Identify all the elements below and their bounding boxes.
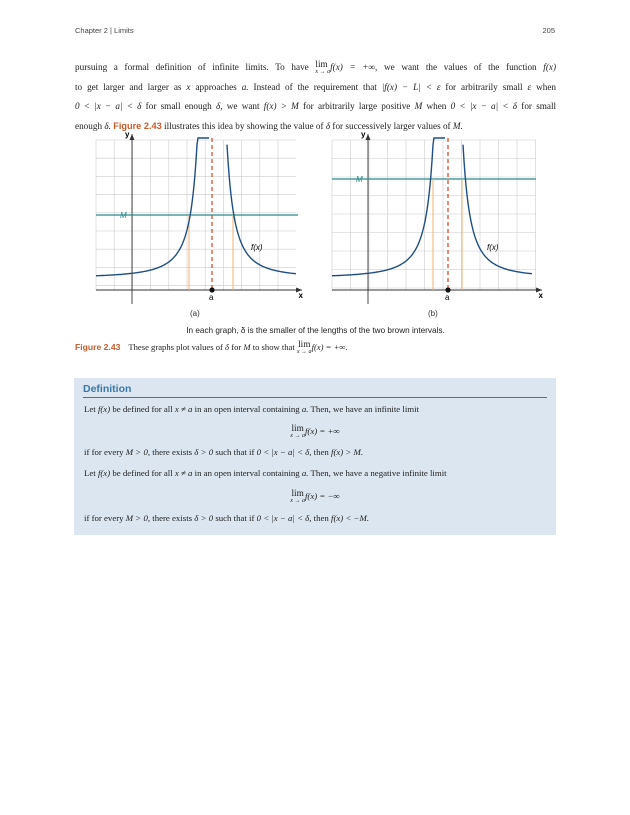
- definition-line-4: if for every M > 0, there exists δ > 0 such that if 0 < |x − a| < δ, then f(x) < −M.: [84, 513, 370, 523]
- y-axis-arrow-icon: [130, 134, 135, 140]
- y-axis-arrow-icon: [366, 134, 371, 140]
- x-axis-label: x: [538, 291, 543, 300]
- M-label: M: [120, 211, 127, 220]
- definition-title: Definition: [83, 383, 132, 395]
- intro-paragraph: [75, 58, 556, 136]
- definition-box: [74, 378, 556, 535]
- figure-caption: Figure 2.43 These graphs plot values of δ for M to show that lim x → a f(x) = +∞.: [75, 339, 348, 355]
- y-axis-label: y: [125, 130, 130, 139]
- limit-notation: lim x → a: [290, 423, 305, 439]
- M-label: M: [356, 175, 363, 184]
- curve-right-branch: [227, 145, 296, 274]
- figure-caption-label: Figure 2.43: [75, 342, 121, 352]
- limit-notation: lim x → a: [296, 339, 312, 355]
- graph-b: [318, 128, 544, 306]
- f-label: f(x): [251, 243, 263, 252]
- intro-line-4: enough δ. Figure 2.43 illustrates this idea by showing the value of δ for successively larger values of M.: [75, 120, 463, 131]
- point-a: [209, 287, 214, 292]
- limit-notation: lim x → a: [315, 59, 331, 75]
- curve-left-branch: [96, 138, 209, 276]
- point-a: [445, 287, 450, 292]
- running-header-chapter: Chapter 2 | Limits: [75, 26, 134, 35]
- curve-right-branch: [463, 145, 532, 274]
- intro-line-1: pursuing a formal definition of infinite limits. To have lim x → a f(x) = +∞, we want the values of the function f(x): [75, 59, 557, 75]
- graph-a-sublabel: (a): [190, 309, 200, 318]
- definition-line-1: Let f(x) be defined for all x ≠ a in an open interval containing a. Then, we have an infinite limit: [84, 404, 420, 414]
- figure-note: In each graph, δ is the smaller of the lengths of the two brown intervals.: [186, 326, 445, 335]
- page-number: 205: [542, 26, 555, 35]
- limit-notation: lim x → a: [290, 488, 305, 504]
- f-label: f(x): [487, 243, 499, 252]
- definition-line-2: if for every M > 0, there exists δ > 0 such that if 0 < |x − a| < δ, then f(x) > M.: [84, 447, 364, 457]
- definition-equation-2: lim x → a f(x) = −∞: [290, 488, 340, 504]
- intro-line-2: to get larger and larger as x approaches a. Instead of the requirement that |f(x) − L| < ε for arbitrarily small ε when: [75, 81, 557, 92]
- definition-line-3: Let f(x) be defined for all x ≠ a in an open interval containing a. Then, we have a negative infinite limit: [84, 468, 447, 478]
- y-axis-label: y: [361, 130, 366, 139]
- definition-rule: [83, 397, 547, 398]
- intro-line-3: 0 < |x − a| < δ for small enough δ, we want f(x) > M for arbitrarily large positive M when 0 < |x − a| < δ for small: [75, 101, 557, 111]
- definition-equation-1: lim x → a f(x) = +∞: [290, 423, 340, 439]
- grid: [332, 140, 536, 290]
- a-label: a: [209, 293, 214, 302]
- graph-a: [82, 128, 304, 306]
- graph-b-sublabel: (b): [428, 309, 438, 318]
- x-axis-label: x: [298, 291, 303, 300]
- a-label: a: [445, 293, 450, 302]
- figure-link[interactable]: Figure 2.43: [113, 120, 162, 131]
